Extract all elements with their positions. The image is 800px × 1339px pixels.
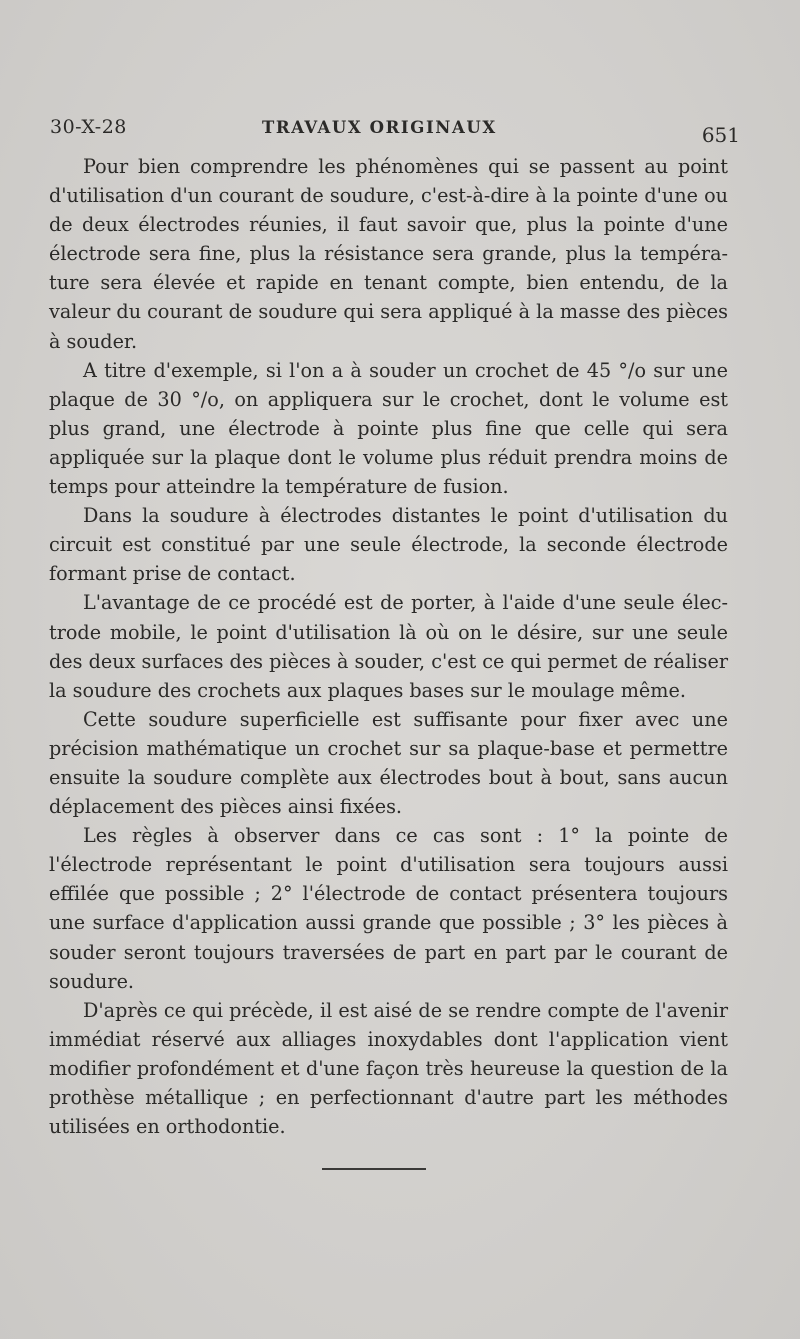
- end-rule: [322, 1168, 426, 1170]
- page-number: 651: [701, 123, 740, 147]
- paragraph-5: Cette soudure superficielle est suffisante pour fixer avec une précision mathématique un crochet sur sa plaque-base et permettre ensuite la soudure complète aux électrodes bout à bout, sans aucun déplacement des pièces ainsi fixées.: [49, 707, 728, 819]
- paragraph-4: L'avantage de ce procédé est de porter, à l'aide d'une seule élec- trode mobile, le point d'utilisation là où on le désire, sur une seule des deux surfaces des pièces à souder, c'est ce qui permet de réaliser la soudure des crochets aux plaques bases sur le moulage même.: [49, 591, 728, 702]
- running-header: [50, 116, 750, 146]
- paragraph-6: Les règles à observer dans ce cas sont : 1° la pointe de l'électrode représentant le point d'utilisation sera toujours aussi effilée que possible ; 2° l'électrode de contact présentera toujours une surface d'application aussi grande que possible ; 3° les pièces à souder seront toujours traversées de part en part par le courant de soudure.: [49, 824, 728, 993]
- paragraph-7: D'après ce qui précède, il est aisé de se rendre compte de l'avenir immédiat réservé aux alliages inoxydables dont l'application vient modifier profondément et d'une façon très heureuse la question de la prothèse métallique ; en perfectionnant d'autre part les méthodes utilisées en orthodontie.: [49, 998, 728, 1139]
- header-date: 30-X-28: [50, 116, 127, 138]
- paragraph-3: Dans la soudure à électrodes distantes le point d'utilisation du circuit est constitué par une seule électrode, la seconde électrode formant prise de contact.: [49, 504, 728, 586]
- header-section-title: TRAVAUX ORIGINAUX: [262, 118, 497, 137]
- paragraph-1: Pour bien comprendre les phénomènes qui se passent au point d'utilisation d'un courant de soudure, c'est-à-dire à la pointe d'une ou de deux électrodes réunies, il faut savoir que, plus la pointe d'une électrode sera fine, plus la résistance sera grande, plus la tempéra- ture sera élevée et rapide en tenant compte, bien entendu, de la valeur du courant de soudure qui sera appliqué à la masse des pièces à souder.: [49, 155, 728, 353]
- article-body: [49, 152, 728, 1141]
- paragraph-2: A titre d'exemple, si l'on a à souder un crochet de 45 °/o sur une plaque de 30 °/o, on appliquera sur le crochet, dont le volume est plus grand, une électrode à pointe plus fine que celle qui sera appliquée sur la plaque dont le volume plus réduit prendra moins de temps pour atteindre la température de fusion.: [49, 358, 728, 499]
